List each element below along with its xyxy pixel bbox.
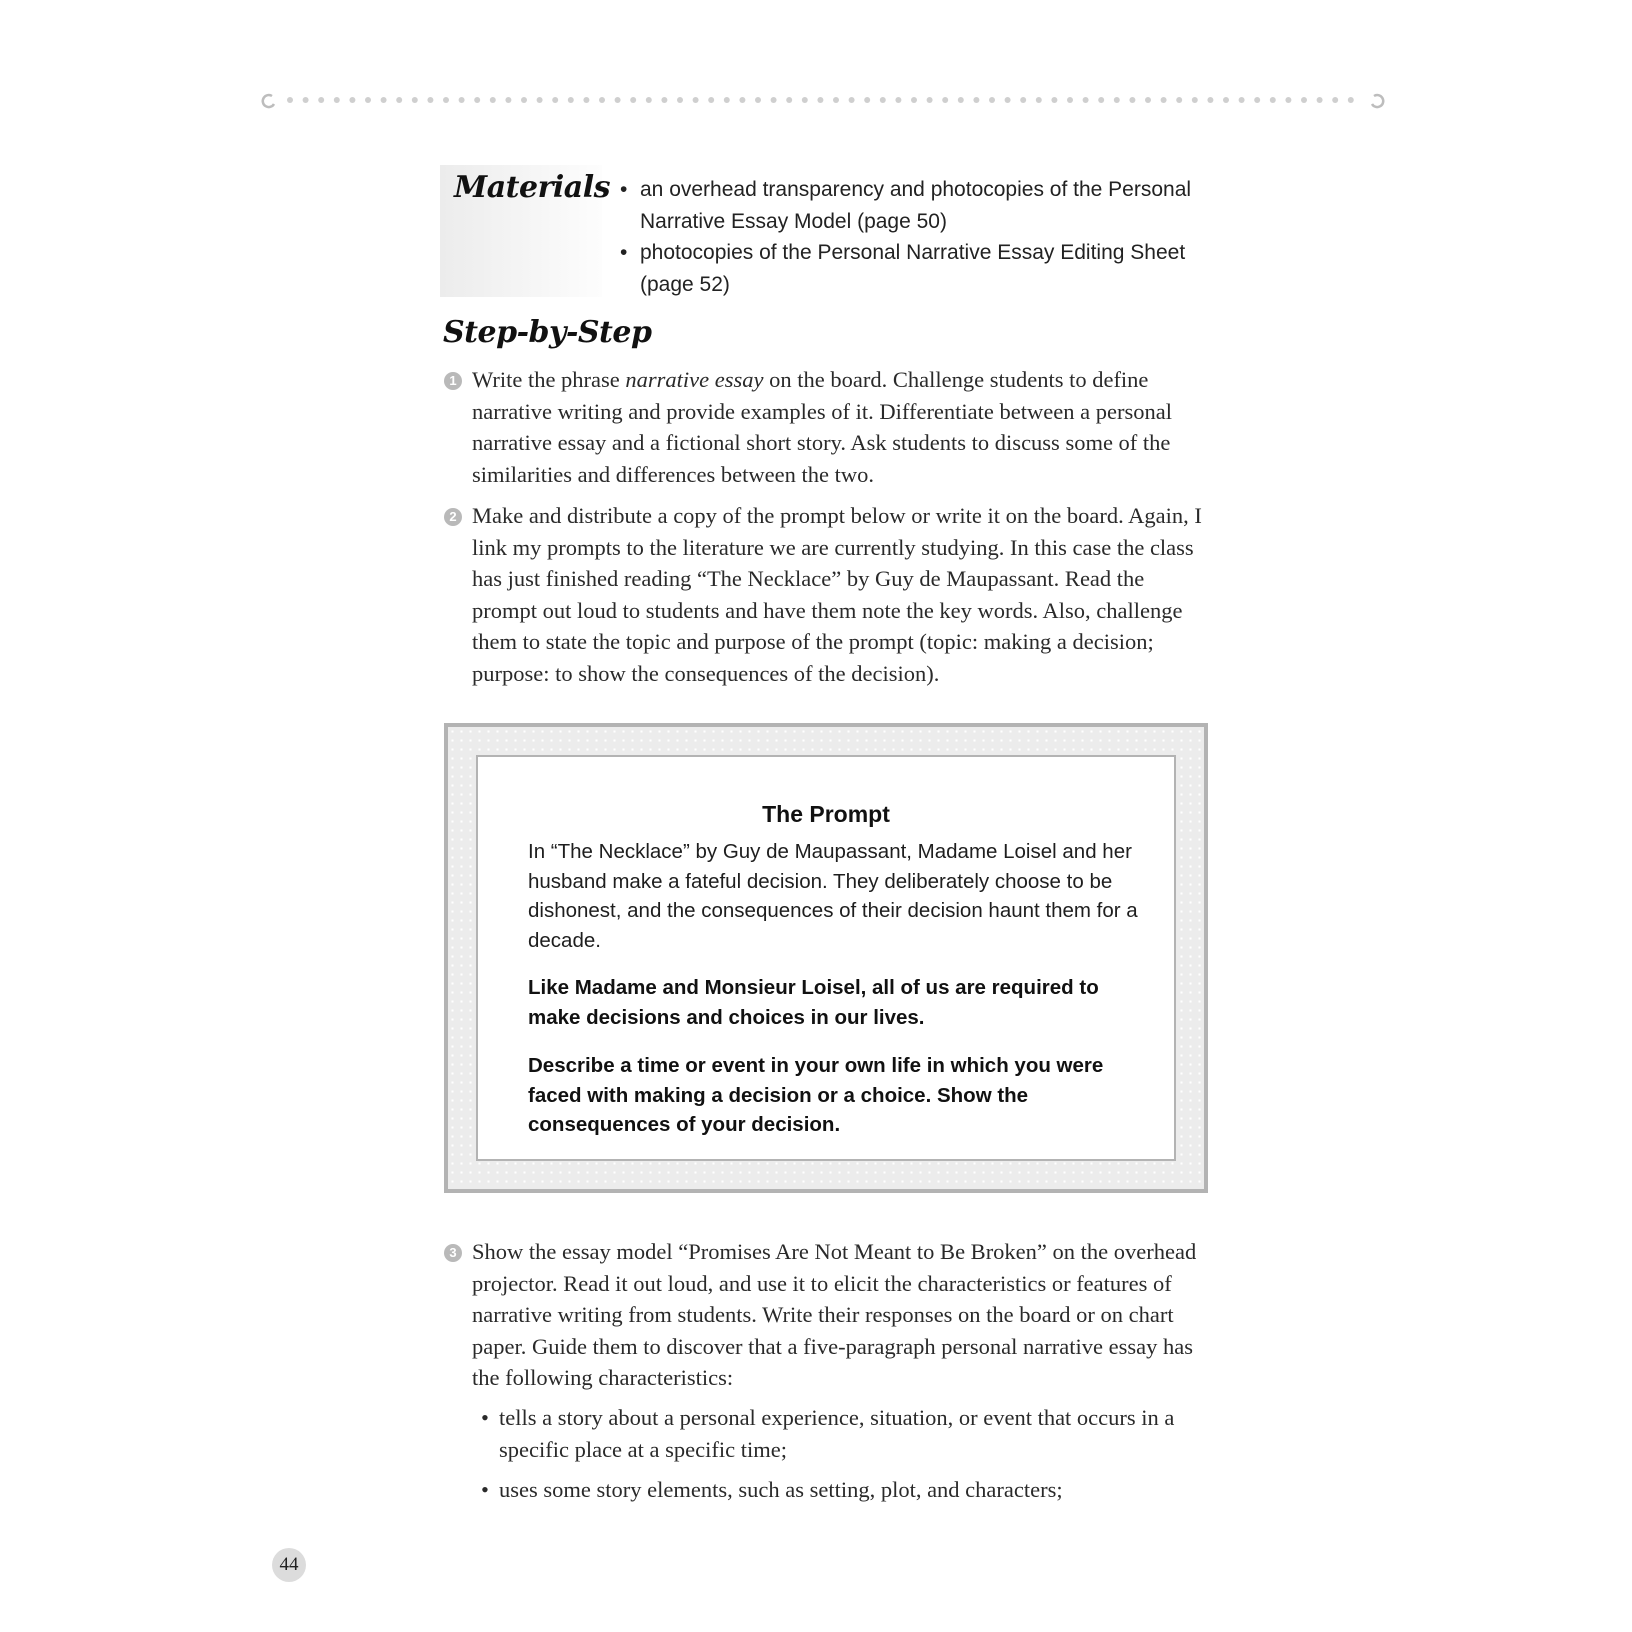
rule-dot [1285,97,1291,103]
rule-dot [1223,97,1229,103]
rule-dot [490,97,496,103]
rule-dot [1270,97,1276,103]
step-number-2: 2 [444,508,462,526]
rule-dot [833,97,839,103]
materials-item: • photocopies of the Personal Narrative Essay Editing Sheet (page 52) [620,237,1200,300]
left-swirl-icon [263,95,274,107]
rule-dot [724,97,730,103]
right-swirl-icon [1372,95,1383,107]
prompt-paragraph: In “The Necklace” by Guy de Maupassant, Madame Loisel and her husband make a fateful decision. They deliberately choose to be dishonest, and the consequences of their decision haunt them for a decade. [528,840,1138,952]
rule-dot [287,97,293,103]
characteristic-item: • uses some story elements, such as setting, plot, and characters; [481,1474,1201,1506]
step-3-text: Show the essay model “Promises Are Not Meant to Be Broken” on the overhead projector. Read it out loud, and use it to elicit the characteristics or features of narrative writing from students. Write their responses on the board or on chart paper. Guide them to discover that a five-paragraph personal narrative essay has the following characteristics: [472,1239,1197,1391]
rule-dot [661,97,667,103]
rule-dot [1067,97,1073,103]
rule-dot [880,97,886,103]
rule-dot [396,97,402,103]
prompt-panel [476,755,1176,1161]
step-3 [444,1236,1214,1394]
rule-dot [443,97,449,103]
rule-dot [1020,97,1026,103]
rule-dot [1051,97,1057,103]
rule-dot [459,97,465,103]
rule-dot [771,97,777,103]
step-number-3: 3 [444,1244,462,1262]
prompt-title: The Prompt [762,801,890,827]
materials-list [620,174,1200,300]
rule-dot [412,97,418,103]
rule-dot [334,97,340,103]
rule-dot [895,97,901,103]
prompt-box [444,723,1208,1193]
rule-dot [958,97,964,103]
rule-dot [1098,97,1104,103]
rule-dot [1332,97,1338,103]
characteristic-item: • tells a story about a personal experience, situation, or event that occurs in a specific place at a specific time; [481,1402,1201,1465]
rule-dot [1145,97,1151,103]
rule-dot [1207,97,1213,103]
rule-dot [1301,97,1307,103]
rule-dot [708,97,714,103]
rule-dot [817,97,823,103]
rule-dot [599,97,605,103]
rule-dot [1317,97,1323,103]
rule-dot [1254,97,1260,103]
rule-dot [381,97,387,103]
materials-item: • an overhead transparency and photocopies of the Personal Narrative Essay Model (page 50) [620,174,1200,237]
materials-heading: Materials [454,170,611,205]
step-1-text-start: Write the phrase [472,367,626,392]
step-2-text: Make and distribute a copy of the prompt below or write it on the board. Again, I link my prompts to the literature we are currently studying. In this case the class has just finished reading “The Necklace” by Guy de Maupassant. Read the prompt out loud to students and have them note the key words. Also, challenge them to state the topic and purpose of the prompt (topic: making a decision; purpose: to show the consequences of the decision). [472,503,1202,686]
prompt-paragraph-bold: Describe a time or event in your own life in which you were faced with making a decision or a choice. Show the consequences of your decision. [528,1054,1104,1136]
rule-dot [505,97,511,103]
rule-dot [973,97,979,103]
rule-dot [802,97,808,103]
rule-dot [318,97,324,103]
rule-dot [1239,97,1245,103]
step-1-text-end: on the board. Challenge students to define narrative writing and provide examples of it. Differentiate between a personal narrative essay and a fictional short story. Ask students to discuss some of the similarities and differences between the two. [472,367,1172,487]
rule-dot [786,97,792,103]
step-1 [444,364,1214,490]
rule-dot [677,97,683,103]
rule-dot [1036,97,1042,103]
rule-dot [583,97,589,103]
rule-dot [521,97,527,103]
step-by-step-heading: Step-by-Step [443,315,652,350]
rule-dot [1348,97,1354,103]
rule-dot [537,97,543,103]
rule-dot [1129,97,1135,103]
step-2 [444,500,1214,690]
rule-dot [427,97,433,103]
rule-dot [1192,97,1198,103]
rule-dot [1176,97,1182,103]
decorative-dotted-rule [258,92,1388,112]
rule-dot [615,97,621,103]
rule-dot [1161,97,1167,103]
rule-dot [568,97,574,103]
rule-dot [365,97,371,103]
rule-dot [911,97,917,103]
rule-dot [349,97,355,103]
rule-dot [849,97,855,103]
characteristics-list [481,1402,1201,1515]
rule-dot [739,97,745,103]
rule-dot [646,97,652,103]
step-number-1: 1 [444,372,462,390]
rule-dot [552,97,558,103]
rule-dot [989,97,995,103]
rule-dot [474,97,480,103]
rule-dot [864,97,870,103]
rule-dot [942,97,948,103]
prompt-paragraph-bold: Like Madame and Monsieur Loisel, all of us are required to make decisions and choices in our lives. [528,976,1099,1029]
step-1-emphasis: narrative essay [625,367,764,392]
rule-dot [693,97,699,103]
rule-dot [1114,97,1120,103]
rule-dot [630,97,636,103]
rule-dot [1005,97,1011,103]
rule-dot [303,97,309,103]
rule-dot [927,97,933,103]
rule-dot [755,97,761,103]
page-number: 44 [272,1548,306,1582]
rule-dot [1083,97,1089,103]
